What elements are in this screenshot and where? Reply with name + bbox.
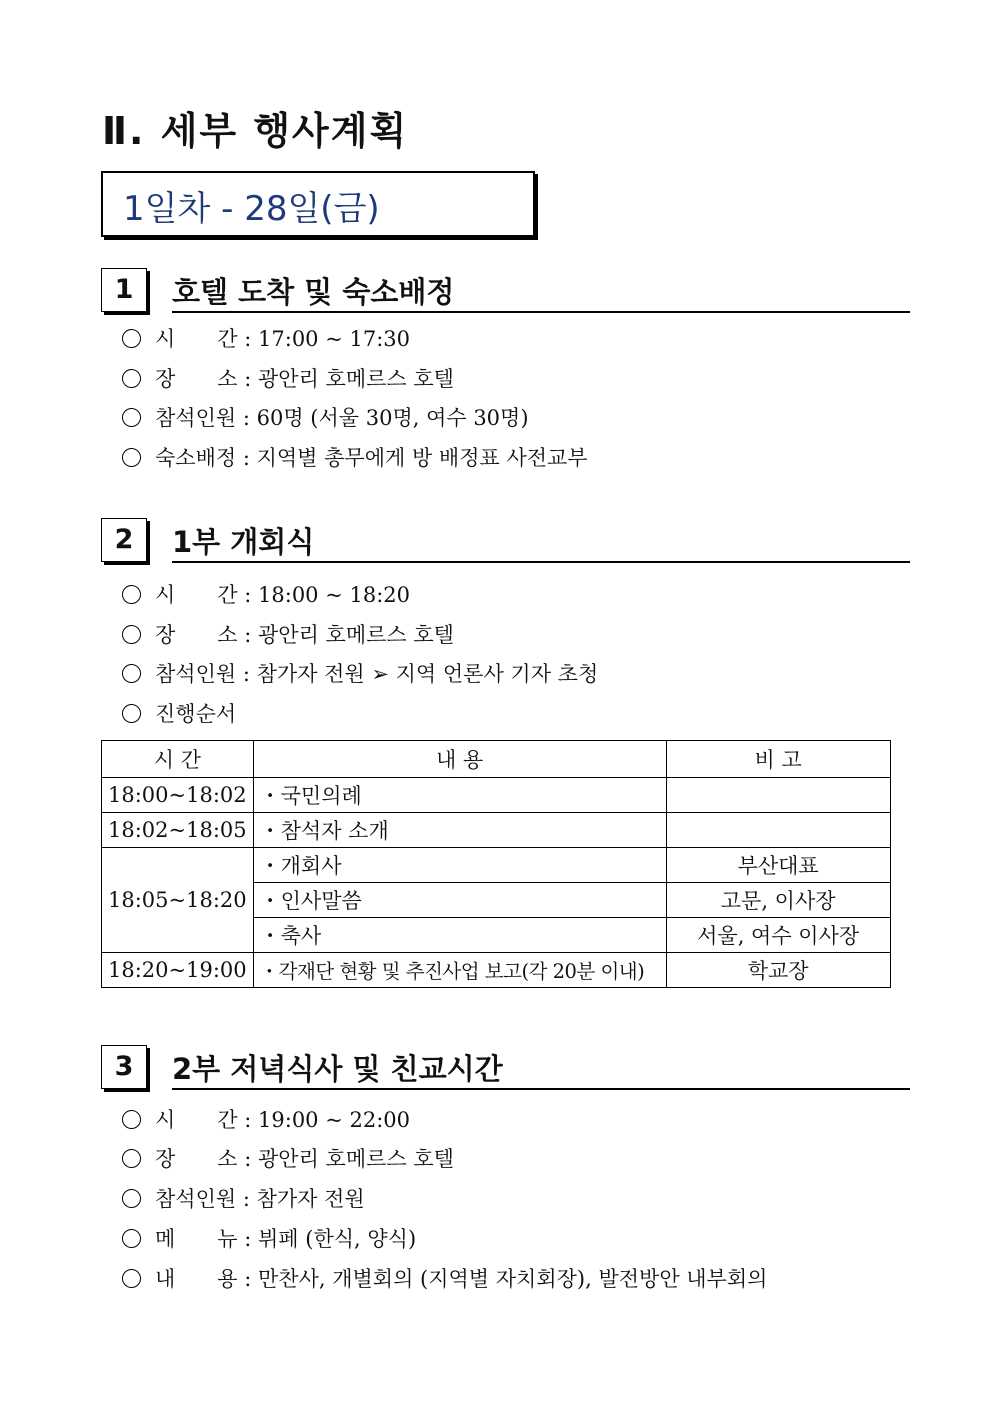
list-item	[122, 365, 454, 393]
list-item	[122, 660, 598, 688]
list-item	[122, 700, 236, 728]
table-cell-note: 서울, 여수 이사장	[666, 918, 890, 953]
section-rule	[172, 561, 910, 563]
item-label: 장 소	[155, 1147, 238, 1171]
list-item	[122, 444, 588, 472]
item-value: : 만찬사, 개별회의 (지역별 자치회장), 발전방안 내부회의	[244, 1267, 768, 1291]
table-header-note: 비 고	[666, 741, 890, 778]
item-label: 참석인원	[155, 1187, 237, 1211]
list-item	[122, 1145, 454, 1173]
table-cell-note	[666, 813, 890, 848]
day-header-box	[101, 171, 535, 237]
item-label: 시 간	[155, 327, 238, 351]
circle-bullet-icon	[122, 664, 141, 683]
list-item	[122, 1225, 416, 1253]
circle-bullet-icon	[122, 1149, 141, 1168]
item-value: : 광안리 호메르스 호텔	[244, 1147, 454, 1171]
section-title: 1부 개회식	[172, 525, 315, 559]
list-item	[122, 1106, 410, 1134]
table-cell-note	[666, 778, 890, 813]
item-value: : 18:00 ~ 18:20	[244, 583, 410, 607]
circle-bullet-icon	[122, 408, 141, 427]
section-rule	[172, 1088, 910, 1090]
item-value: : 19:00 ~ 22:00	[244, 1108, 410, 1132]
circle-bullet-icon	[122, 585, 141, 604]
item-label: 시 간	[155, 583, 238, 607]
table-row	[102, 848, 891, 883]
day-header: 1일차 - 28일(금)	[123, 189, 380, 229]
section-number: 2	[101, 518, 147, 562]
list-item	[122, 621, 454, 649]
circle-bullet-icon	[122, 625, 141, 644]
section-rule	[172, 311, 910, 313]
table-cell-content: ・국민의례	[253, 778, 666, 813]
table-cell-time: 18:05~18:20	[102, 848, 254, 953]
page-title: Ⅱ. 세부 행사계획	[102, 109, 409, 153]
circle-bullet-icon	[122, 329, 141, 348]
table-header-time: 시 간	[102, 741, 254, 778]
list-item	[122, 581, 410, 609]
table-cell-note: 부산대표	[666, 848, 890, 883]
circle-bullet-icon	[122, 1189, 141, 1208]
section-number: 1	[101, 268, 147, 312]
program-table	[101, 740, 891, 988]
list-item	[122, 1265, 767, 1293]
section-title: 2부 저녁식사 및 친교시간	[172, 1052, 503, 1086]
item-label: 참석인원	[155, 406, 237, 430]
item-label: 장 소	[155, 623, 238, 647]
table-row	[102, 778, 891, 813]
item-label: 시 간	[155, 1108, 238, 1132]
circle-bullet-icon	[122, 704, 141, 723]
table-header-row	[102, 741, 891, 778]
item-value: : 참가자 전원 ➢ 지역 언론사 기자 초청	[242, 662, 599, 686]
item-value: : 참가자 전원	[242, 1187, 365, 1211]
list-item	[122, 1185, 365, 1213]
table-row	[102, 953, 891, 988]
item-label: 장 소	[155, 367, 238, 391]
item-value: : 광안리 호메르스 호텔	[244, 623, 454, 647]
table-cell-content: ・참석자 소개	[253, 813, 666, 848]
item-value: : 지역별 총무에게 방 배정표 사전교부	[242, 446, 588, 470]
circle-bullet-icon	[122, 1110, 141, 1129]
table-cell-note: 고문, 이사장	[666, 883, 890, 918]
table-cell-content: ・개회사	[253, 848, 666, 883]
circle-bullet-icon	[122, 1229, 141, 1248]
section-title: 호텔 도착 및 숙소배정	[172, 275, 455, 309]
table-cell-content: ・각재단 현황 및 추진사업 보고(각 20분 이내)	[253, 953, 666, 988]
table-row	[102, 813, 891, 848]
item-value: : 60명 (서울 30명, 여수 30명)	[242, 406, 529, 430]
table-cell-time: 18:00~18:02	[102, 778, 254, 813]
list-item	[122, 325, 410, 353]
circle-bullet-icon	[122, 369, 141, 388]
list-item	[122, 404, 529, 432]
item-label: 숙소배정	[155, 446, 237, 470]
item-value: : 17:00 ~ 17:30	[244, 327, 410, 351]
circle-bullet-icon	[122, 448, 141, 467]
table-cell-time: 18:02~18:05	[102, 813, 254, 848]
item-label: 참석인원	[155, 662, 237, 686]
table-header-content: 내 용	[253, 741, 666, 778]
table-cell-content: ・인사말씀	[253, 883, 666, 918]
item-label: 내 용	[155, 1267, 238, 1291]
item-value: : 광안리 호메르스 호텔	[244, 367, 454, 391]
item-value: : 뷔페 (한식, 양식)	[244, 1227, 417, 1251]
table-cell-note: 학교장	[666, 953, 890, 988]
section-number: 3	[101, 1045, 147, 1089]
table-cell-time: 18:20~19:00	[102, 953, 254, 988]
item-label: 진행순서	[155, 702, 237, 726]
table-cell-content: ・축사	[253, 918, 666, 953]
item-label: 메 뉴	[155, 1227, 238, 1251]
circle-bullet-icon	[122, 1269, 141, 1288]
